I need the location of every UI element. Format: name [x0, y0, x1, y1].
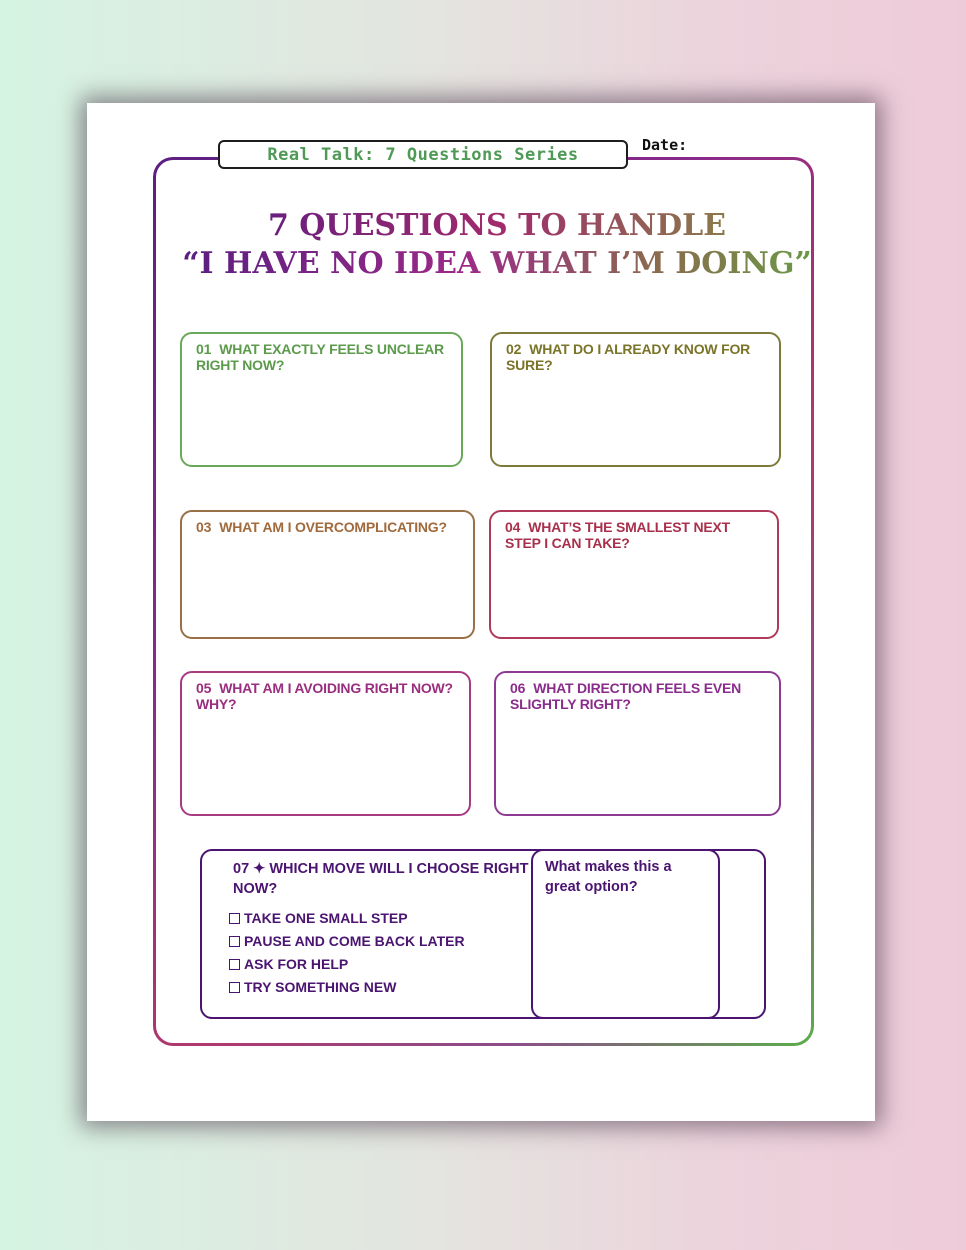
question-text: [196, 680, 457, 712]
page-title: [157, 208, 837, 243]
date-label: Date:: [642, 136, 688, 154]
question-box-03[interactable]: [180, 510, 475, 639]
question-number: 05: [196, 680, 212, 696]
question-box-05[interactable]: [180, 671, 471, 816]
sparkle-icon: ✦: [253, 861, 266, 877]
choice-label: PAUSE AND COME BACK LATER: [244, 933, 465, 949]
choice-option[interactable]: [229, 907, 465, 930]
title-line-1: 7 QUESTIONS TO HANDLE: [267, 208, 727, 243]
question-number: 07: [233, 861, 250, 877]
question-text: [510, 680, 767, 712]
question-text: [233, 859, 533, 899]
question-text: [505, 519, 765, 551]
question-box-01[interactable]: [180, 332, 463, 467]
option-reason-box[interactable]: [531, 849, 720, 1019]
question-text: [196, 519, 461, 535]
checkbox-icon[interactable]: [229, 959, 240, 970]
choice-option[interactable]: [229, 930, 465, 953]
title-line-2: “I HAVE NO IDEA WHAT I’M DOING”: [182, 246, 812, 281]
question-number: 04: [505, 519, 521, 535]
checkbox-icon[interactable]: [229, 982, 240, 993]
question-box-07: [200, 849, 766, 1019]
question-label: WHICH MOVE WILL I CHOOSE RIGHT NOW?: [233, 861, 529, 897]
page-subtitle: [157, 246, 837, 281]
worksheet-page: [87, 103, 875, 1121]
option-reason-prompt: What makes this a great option?: [545, 859, 672, 895]
choice-list: [229, 907, 465, 999]
question-label: WHAT EXACTLY FEELS UNCLEAR RIGHT NOW?: [196, 341, 444, 373]
question-number: 01: [196, 341, 212, 357]
series-label: Real Talk: 7 Questions Series: [218, 140, 628, 169]
question-number: 02: [506, 341, 522, 357]
question-number: 06: [510, 680, 526, 696]
choice-label: ASK FOR HELP: [244, 956, 349, 972]
checkbox-icon[interactable]: [229, 913, 240, 924]
question-text: [506, 341, 767, 373]
choice-option[interactable]: [229, 953, 465, 976]
choice-label: TAKE ONE SMALL STEP: [244, 910, 408, 926]
question-label: WHAT AM I OVERCOMPLICATING?: [219, 519, 447, 535]
choice-option[interactable]: [229, 976, 465, 999]
question-label: WHAT’S THE SMALLEST NEXT STEP I CAN TAKE?: [505, 519, 731, 551]
question-label: WHAT DIRECTION FEELS EVEN SLIGHTLY RIGHT?: [510, 680, 742, 712]
question-box-06[interactable]: [494, 671, 781, 816]
question-number: 03: [196, 519, 212, 535]
question-text: [196, 341, 449, 373]
checkbox-icon[interactable]: [229, 936, 240, 947]
choice-label: TRY SOMETHING NEW: [244, 979, 397, 995]
question-box-02[interactable]: [490, 332, 781, 467]
question-label: WHAT DO I ALREADY KNOW FOR SURE?: [506, 341, 751, 373]
question-box-04[interactable]: [489, 510, 779, 639]
question-label: WHAT AM I AVOIDING RIGHT NOW? WHY?: [196, 680, 453, 712]
